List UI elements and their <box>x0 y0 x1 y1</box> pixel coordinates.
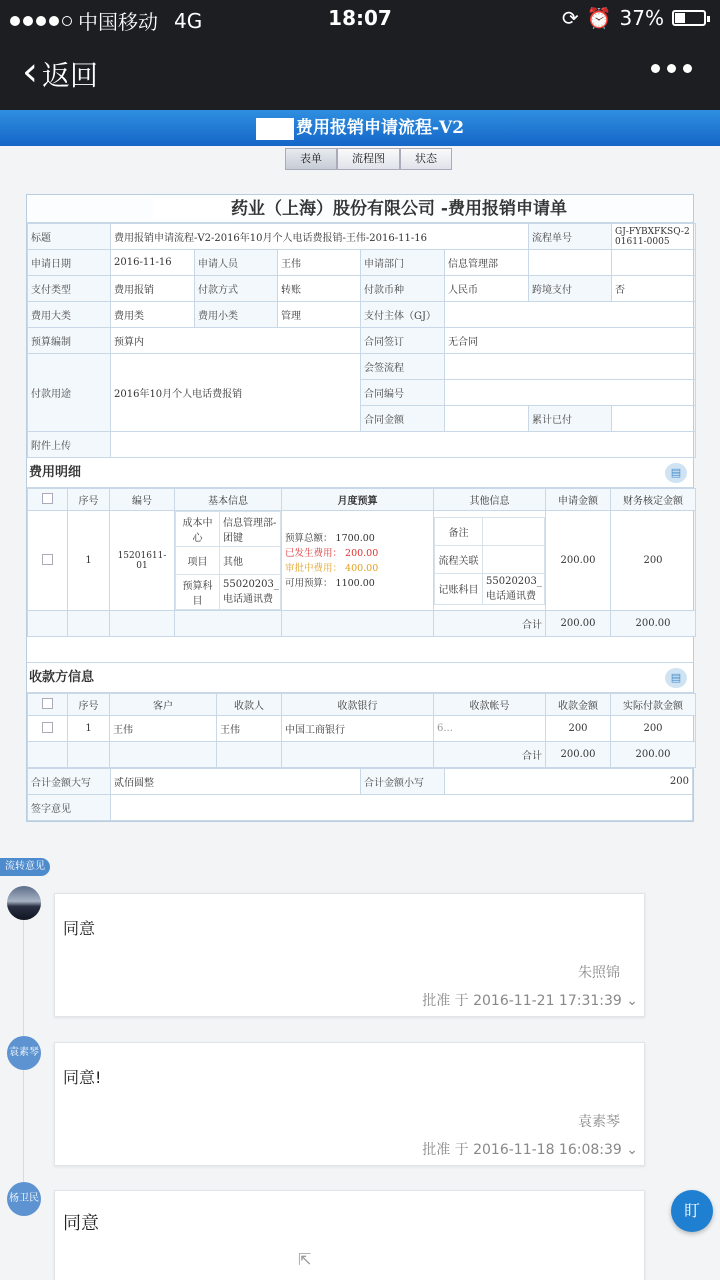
countersign-label: 会签流程 <box>361 354 445 380</box>
pay-method-label: 付款方式 <box>195 276 278 302</box>
detail-table <box>27 488 696 637</box>
comment-text: 同意 <box>63 1213 99 1234</box>
totals-table: 合计金额大写 贰佰圆整 合计金额小写 200 签字意见 <box>27 768 693 821</box>
flow-title: 费用报销申请流程-V2 <box>295 118 465 138</box>
title-value: 费用报销申请流程-V2-2016年10月个人电话费报销-王伟-2016-11-16 <box>111 224 529 250</box>
apply-date-label: 申请日期 <box>28 250 111 276</box>
flow-no-label: 流程单号 <box>529 224 612 250</box>
floating-action-button[interactable]: 盯 <box>671 1190 713 1232</box>
subcategory-label: 费用小类 <box>195 302 278 328</box>
subcategory-value: 管理 <box>278 302 361 328</box>
view-tabs <box>285 148 452 170</box>
avatar <box>7 886 41 920</box>
flow-title-bar <box>0 110 720 146</box>
pay-type-label: 支付类型 <box>28 276 111 302</box>
cross-border-value: 否 <box>612 276 696 302</box>
nav-bar <box>0 38 720 110</box>
category-value: 费用类 <box>111 302 195 328</box>
paid-label: 累计已付 <box>529 406 612 432</box>
comment-card <box>54 893 645 1017</box>
comment-author: 袁素琴 <box>578 1114 620 1130</box>
chevron-left-icon: ‹ <box>22 49 38 95</box>
col-other: 其他信息 <box>434 489 546 511</box>
select-all-checkbox[interactable] <box>42 493 53 504</box>
purpose-value: 2016年10月个人电话费报销 <box>111 354 361 432</box>
form-basic-table <box>27 223 696 458</box>
avatar: 袁素琴 <box>7 1036 41 1070</box>
battery-icon <box>672 10 706 26</box>
other-info: 备注 流程关联 记账科目 55020203_电话通讯费 <box>434 517 545 605</box>
budget-value: 预算内 <box>111 328 361 354</box>
purpose-label: 付款用途 <box>28 354 111 432</box>
more-menu-button[interactable] <box>651 64 692 73</box>
row-checkbox[interactable] <box>42 722 53 733</box>
payee-total-row: 合计 200.00 200.00 <box>28 742 696 768</box>
currency-label: 付款币种 <box>361 276 445 302</box>
rotation-lock-icon: ⟳ <box>561 6 579 30</box>
battery-percent: 37% <box>619 6 664 30</box>
payee-section-title: 收款方信息 ▤ <box>27 663 693 693</box>
total-upper-value: 贰佰圆整 <box>111 769 361 795</box>
detail-seq: 1 <box>68 511 110 611</box>
pay-subject-value <box>445 302 696 328</box>
attachment-label: 附件上传 <box>28 432 111 458</box>
status-bar <box>0 0 720 38</box>
detail-code: 15201611-01 <box>110 511 175 611</box>
form-heading: 药业（上海）股份有限公司 -费用报销申请单 <box>27 195 693 223</box>
applicant-value: 王伟 <box>278 250 361 276</box>
carrier: 中国移动 <box>78 10 158 34</box>
back-label: 返回 <box>42 59 99 92</box>
comment-time: 批准 于 2016-11-21 17:31:39 ⌄ <box>422 993 638 1009</box>
flow-opinion-label: 流转意见 <box>0 858 50 876</box>
clock: 18:07 <box>328 6 392 30</box>
alarm-icon: ⏰ <box>586 6 612 30</box>
contract-label: 合同签订 <box>361 328 445 354</box>
col-seq: 序号 <box>68 489 110 511</box>
title-label: 标题 <box>28 224 111 250</box>
pay-method-value: 转账 <box>278 276 361 302</box>
apply-date-value: 2016-11-16 <box>111 250 195 276</box>
redaction-box <box>153 199 231 219</box>
flow-no-value: GJ-FYBXFKSQ-201611-0005 <box>612 224 696 250</box>
detail-section-title: 费用明细 ▤ <box>27 458 693 488</box>
tab-status[interactable]: 状态 <box>400 148 452 170</box>
detail-apply-amount: 200.00 <box>546 511 611 611</box>
total-lower-value: 200 <box>445 769 693 795</box>
col-basic: 基本信息 <box>175 489 282 511</box>
detail-total-row: 合计 200.00 200.00 <box>28 611 696 637</box>
cross-border-label: 跨境支付 <box>529 276 612 302</box>
dept-value: 信息管理部 <box>445 250 529 276</box>
basic-info: 成本中心 信息管理部-团键 项目 其他 预算科目 55020203_电话通讯费 <box>175 511 281 610</box>
redaction-box <box>256 118 294 140</box>
table-icon[interactable]: ▤ <box>665 668 687 688</box>
attachment-area[interactable] <box>111 432 696 458</box>
col-code: 编号 <box>110 489 175 511</box>
row-checkbox[interactable] <box>42 554 53 565</box>
comment-text: 同意 <box>63 919 96 938</box>
chevron-down-icon: ⌄ <box>626 1142 638 1158</box>
comment-card <box>54 1042 645 1166</box>
dept-label: 申请部门 <box>361 250 445 276</box>
category-label: 费用大类 <box>28 302 111 328</box>
pay-subject-label: 支付主体（GJ） <box>361 302 445 328</box>
currency-value: 人民币 <box>445 276 529 302</box>
col-approved-amount: 财务核定金额 <box>611 489 696 511</box>
comment-text: 同意! <box>63 1068 102 1087</box>
col-budget: 月度预算 <box>282 489 434 511</box>
comment-card <box>54 1190 645 1280</box>
tab-form[interactable]: 表单 <box>285 148 337 170</box>
tab-flowchart[interactable]: 流程图 <box>337 148 400 170</box>
select-all-checkbox[interactable] <box>42 698 53 709</box>
contract-value: 无合同 <box>445 328 696 354</box>
status-right <box>562 6 706 30</box>
comment-time: 批准 于 2016-11-18 16:08:39 ⌄ <box>422 1142 638 1158</box>
reimbursement-form <box>26 194 694 822</box>
sign-opinion[interactable] <box>111 795 693 821</box>
budget-label: 预算编制 <box>28 328 111 354</box>
pay-type-value: 费用报销 <box>111 276 195 302</box>
back-button[interactable] <box>22 49 99 95</box>
avatar: 杨卫民 <box>7 1182 41 1216</box>
applicant-label: 申请人员 <box>195 250 278 276</box>
table-row <box>28 511 696 611</box>
network-type: 4G <box>174 8 203 33</box>
share-icon[interactable]: ⇱ <box>298 1250 312 1269</box>
table-row: 1 王伟 王伟 中国工商银行 6... 200 200 <box>28 716 696 742</box>
contract-no-label: 合同编号 <box>361 380 445 406</box>
payee-table: 序号 客户 收款人 收款银行 收款帐号 收款金额 实际付款金额 1 王伟 王伟 中国工商银行 6... 200 200 合计 200.00 200.00 <box>27 693 696 768</box>
table-icon[interactable]: ▤ <box>665 463 687 483</box>
col-apply-amount: 申请金额 <box>546 489 611 511</box>
budget-info: 预算总额： 1700.00 已发生费用： 200.00 审批中费用： 400.00 可用预算： 1100.00 <box>282 511 434 611</box>
detail-approved-amount: 200 <box>611 511 696 611</box>
comment-author: 朱照锦 <box>578 965 620 981</box>
contract-amount-label: 合同金额 <box>361 406 445 432</box>
chevron-down-icon: ⌄ <box>626 993 638 1009</box>
